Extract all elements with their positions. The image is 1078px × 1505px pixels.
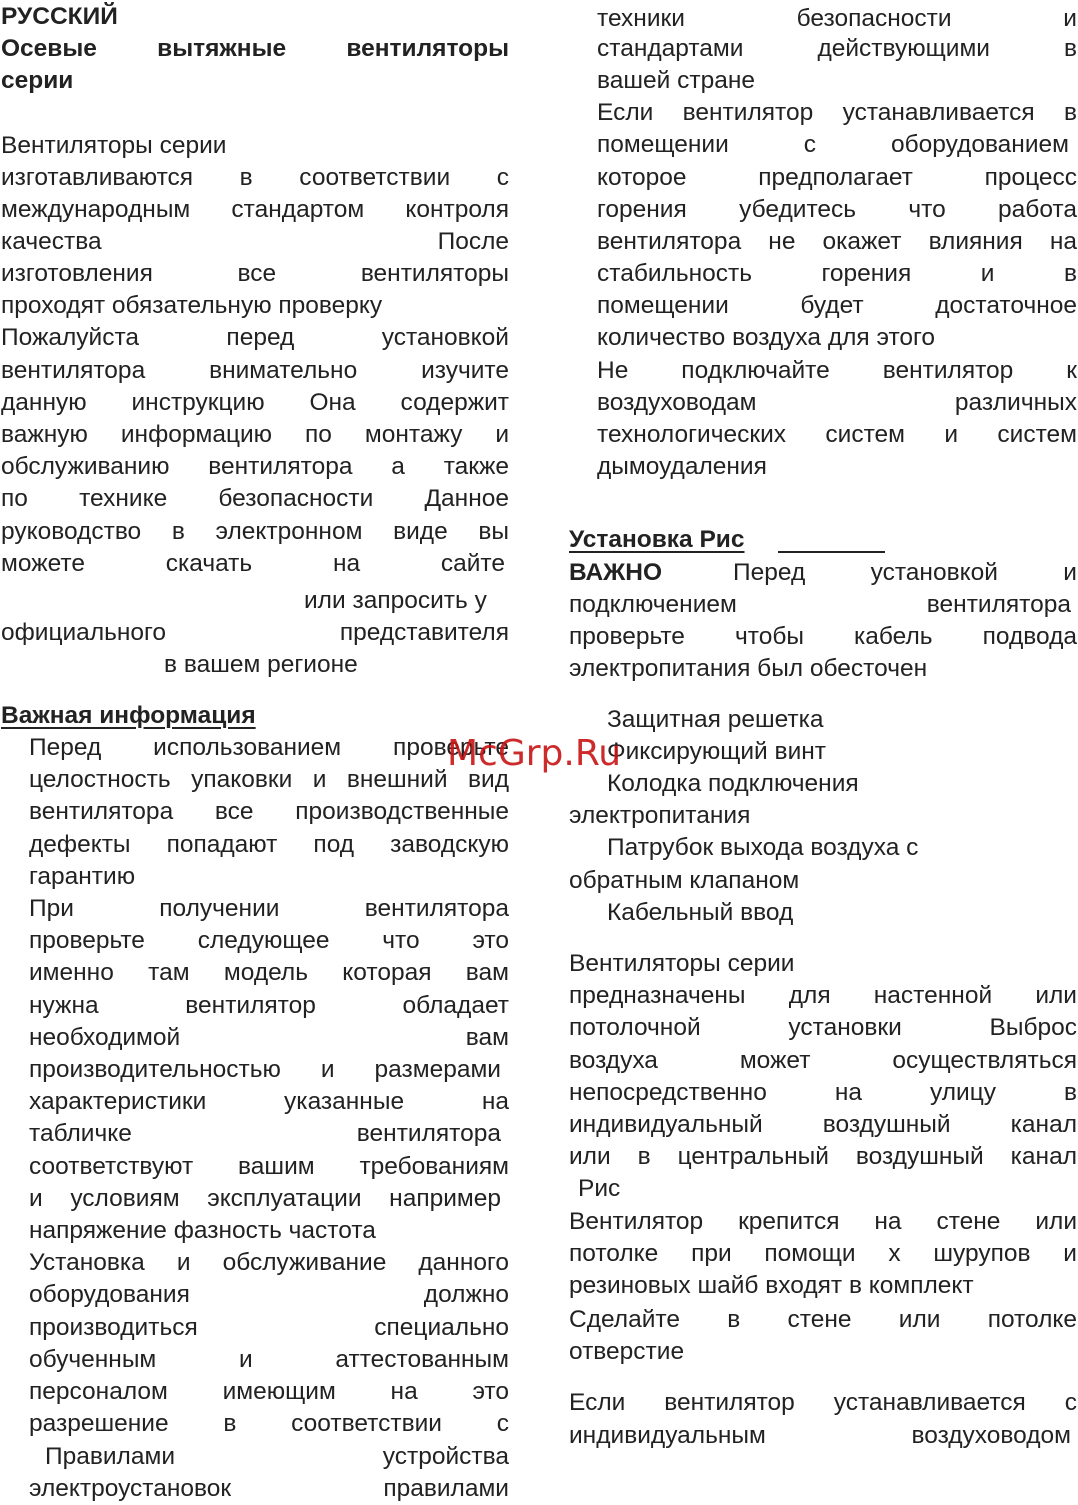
important-info-line: необходимой вам (29, 1024, 509, 1051)
important-info-line: Установка и обслуживание данного (29, 1249, 509, 1276)
intro-line: вентилятора внимательно изучите (1, 357, 509, 384)
important-info-heading: Важная информация (1, 702, 256, 729)
warning-line: Перед установкой и (733, 559, 1077, 586)
important-info-line: вентилятора все производственные (29, 798, 509, 825)
continuation-line: дымоудаления (597, 453, 767, 480)
title-line-2: серии (1, 67, 74, 94)
parts-list-item: Защитная решетка (607, 706, 824, 733)
important-info-line: именно там модель которая вам (29, 959, 509, 986)
continuation-line: помещении с оборудованием (597, 131, 1069, 158)
parts-list-item: Колодка подключения (607, 770, 859, 797)
intro-line: международным стандартом контроля (1, 196, 509, 223)
mounting-line: резиновых шайб входят в комплект (569, 1272, 974, 1299)
important-info-line: гарантию (29, 863, 136, 890)
duct-line: Если вентилятор устанавливается с (569, 1389, 1077, 1416)
intro-line: важную информацию по монтажу и (1, 421, 509, 448)
important-info-line: Правилами устройства (45, 1443, 509, 1470)
mounting-line: потолочной установки Выброс (569, 1014, 1077, 1041)
heading-underline-extension (778, 551, 885, 553)
language-heading: РУССКИЙ (1, 3, 118, 30)
mounting-line: воздуха может осуществляться (569, 1047, 1077, 1074)
important-info-line: характеристики указанные на (29, 1088, 509, 1115)
intro-line: руководство в электронном виде вы (1, 518, 509, 545)
continuation-line: воздуховодам различных (597, 389, 1077, 416)
watermark: McGrp.Ru (447, 733, 622, 774)
important-info-line: целостность упаковки и внешний вид (29, 766, 509, 793)
important-info-line: персоналом имеющим на это (29, 1378, 509, 1405)
parts-list-item: электропитания (569, 802, 751, 829)
duct-line: индивидуальным воздуховодом (569, 1422, 1071, 1449)
important-info-line: разрешение в соответствии с (29, 1410, 509, 1437)
important-info-line: электроустановок правилами (29, 1475, 509, 1502)
mounting-line: потолке при помощи х шурупов и (569, 1240, 1077, 1267)
parts-list-item: Кабельный ввод (607, 899, 794, 926)
continuation-line: горения убедитесь что работа (597, 196, 1077, 223)
important-info-line: табличке вентилятора (29, 1120, 501, 1147)
intro-line: данную инструкцию Она содержит (1, 389, 509, 416)
continuation-line: которое предполагает процесс (597, 164, 1077, 191)
important-info-line: дефекты попадают под заводскую (29, 831, 509, 858)
important-info-line: производительностью и размерами (29, 1056, 501, 1083)
important-info-line: обученным и аттестованным (29, 1346, 509, 1373)
continuation-line: вашей стране (597, 67, 756, 94)
important-info-line: производиться специально (29, 1314, 509, 1341)
parts-list-item: Фиксирующий винт (607, 738, 827, 765)
intro-line: качества После (1, 228, 509, 255)
important-info-line: напряжение фазность частота (29, 1217, 376, 1244)
mounting-line: Вентиляторы серии (569, 950, 795, 977)
important-label: ВАЖНО (569, 559, 663, 586)
important-info-line: При получении вентилятора (29, 895, 509, 922)
intro-line: по технике безопасности Данное (1, 485, 509, 512)
parts-list-item: Патрубок выхода воздуха с (607, 834, 919, 861)
mounting-line: или в центральный воздушный канал (569, 1143, 1077, 1170)
intro-line: можете скачать на сайте (1, 550, 505, 577)
important-info-line: нужна вентилятор обладает (29, 992, 509, 1019)
warning-line: подключением вентилятора (569, 591, 1071, 618)
important-info-line: Перед использованием проверьте (29, 734, 509, 761)
intro-line: Вентиляторы серии (1, 132, 227, 159)
important-info-line: и условиям эксплуатации например (29, 1185, 501, 1212)
continuation-line: стандартами действующими в (597, 35, 1077, 62)
mounting-line: непосредственно на улицу в (569, 1079, 1077, 1106)
mounting-line: предназначены для настенной или (569, 982, 1077, 1009)
continuation-line: техники безопасности и (597, 5, 1077, 32)
important-info-line: соответствуют вашим требованиям (29, 1153, 509, 1180)
continuation-line: количество воздуха для этого (597, 324, 936, 351)
parts-list-item: обратным клапаном (569, 867, 800, 894)
continuation-line: технологических систем и систем (597, 421, 1077, 448)
intro-line: изготовления все вентиляторы (1, 260, 509, 287)
important-info-line: проверьте следующее что это (29, 927, 509, 954)
intro-line: или запросить у (304, 587, 487, 614)
mounting-line: отверстие (569, 1338, 685, 1365)
intro-line: обслуживанию вентилятора а также (1, 453, 509, 480)
intro-line: изготавливаются в соответствии с (1, 164, 509, 191)
continuation-line: Не подключайте вентилятор к (597, 357, 1077, 384)
title-line-1: Осевые вытяжные вентиляторы (1, 35, 509, 62)
continuation-line: Если вентилятор устанавливается в (597, 99, 1077, 126)
mounting-line: Сделайте в стене или потолке (569, 1306, 1077, 1333)
continuation-line: вентилятора не окажет влияния на (597, 228, 1077, 255)
warning-line: проверьте чтобы кабель подвода (569, 623, 1077, 650)
installation-heading: Установка Рис (569, 526, 745, 553)
continuation-line: стабильность горения и в (597, 260, 1077, 287)
continuation-line: помещении будет достаточное (597, 292, 1077, 319)
intro-line: проходят обязательную проверку (1, 292, 383, 319)
intro-line: Пожалуйста перед установкой (1, 324, 509, 351)
mounting-line: Вентилятор крепится на стене или (569, 1208, 1077, 1235)
intro-line: в вашем регионе (164, 651, 358, 678)
mounting-line: Рис (578, 1175, 621, 1202)
mounting-line: индивидуальный воздушный канал (569, 1111, 1077, 1138)
warning-line: электропитания был обесточен (569, 655, 928, 682)
intro-line: официального представителя (1, 619, 509, 646)
important-info-line: оборудования должно (29, 1281, 509, 1308)
